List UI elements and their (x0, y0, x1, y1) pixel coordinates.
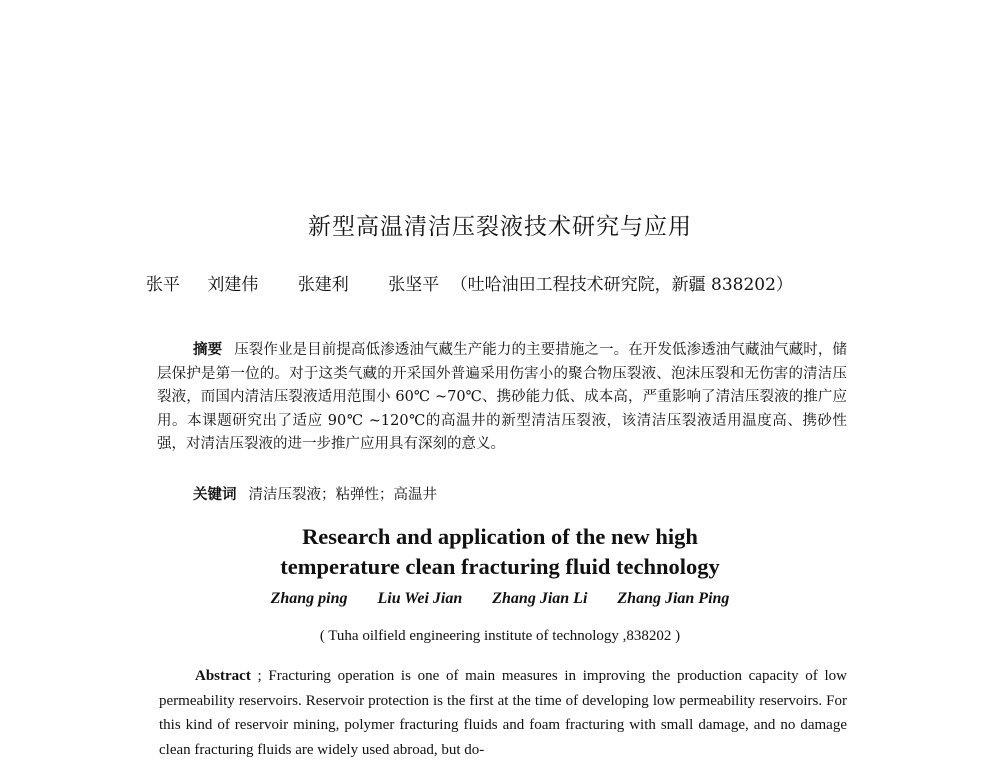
chinese-keywords-label: 关键词 (193, 487, 237, 503)
chinese-abstract (157, 339, 847, 457)
chinese-author: 张坚平 (388, 275, 440, 295)
chinese-title: 新型高温清洁压裂液技术研究与应用 (308, 214, 692, 240)
chinese-keywords-text: 清洁压裂液；粘弹性；高温井 (248, 487, 437, 503)
english-author-line (0, 590, 1000, 608)
chinese-keywords (193, 483, 437, 504)
english-author: Zhang Jian Ping (617, 590, 730, 607)
chinese-abstract-text: 压裂作业是目前提高低渗透油气藏生产能力的主要措施之一。在开发低渗透油气藏油气藏时，储层保护是第一位的。对于这类气藏的开采国外普遍采用伤害小的聚合物压裂液、泡沫压裂和无伤害的清洁压裂液，而国内清洁压裂液适用范围小 60℃ ~70℃、携砂能力低、成本高，严重影响了清洁压裂液的推广应用。本课题研究出了适应 90℃ ~120℃的高温井的新型清洁压裂液，该清洁压裂液适用温度高、携砂性强，对清洁压裂液的进一步推广应用具有深刻的意义。 (157, 342, 847, 452)
chinese-affiliation: （吐哈油田工程技术研究院，新疆 838202） (450, 275, 793, 295)
english-title (0, 522, 1000, 582)
chinese-author-line (146, 270, 866, 295)
chinese-author: 张建利 (297, 275, 349, 295)
english-author: Zhang Jian Li (492, 590, 588, 607)
english-abstract (159, 664, 847, 762)
english-affiliation: ( Tuha oilfield engineering institute of technology ,838202 ) (319, 628, 681, 644)
chinese-abstract-label: 摘要 (193, 342, 223, 358)
english-abstract-text: ; Fracturing operation is one of main measures in improving the production capacity of low permeability reservoirs. Reservoir protection is the first at the time of developing low permeability reservoirs. For this kind of reservoir mining, polymer fracturing fluids and foam fracturing with small damage, and no damage clean fracturing fluids are widely used abroad, but do- (159, 668, 847, 758)
english-title-line: Research and application of the new high (302, 524, 698, 549)
english-author: Liu Wei Jian (377, 590, 463, 607)
chinese-author: 刘建伟 (207, 275, 259, 295)
english-author: Zhang ping (270, 590, 348, 607)
english-title-line: temperature clean fracturing fluid technology (280, 554, 720, 579)
english-abstract-label: Abstract (195, 668, 251, 684)
chinese-author: 张平 (146, 275, 180, 295)
